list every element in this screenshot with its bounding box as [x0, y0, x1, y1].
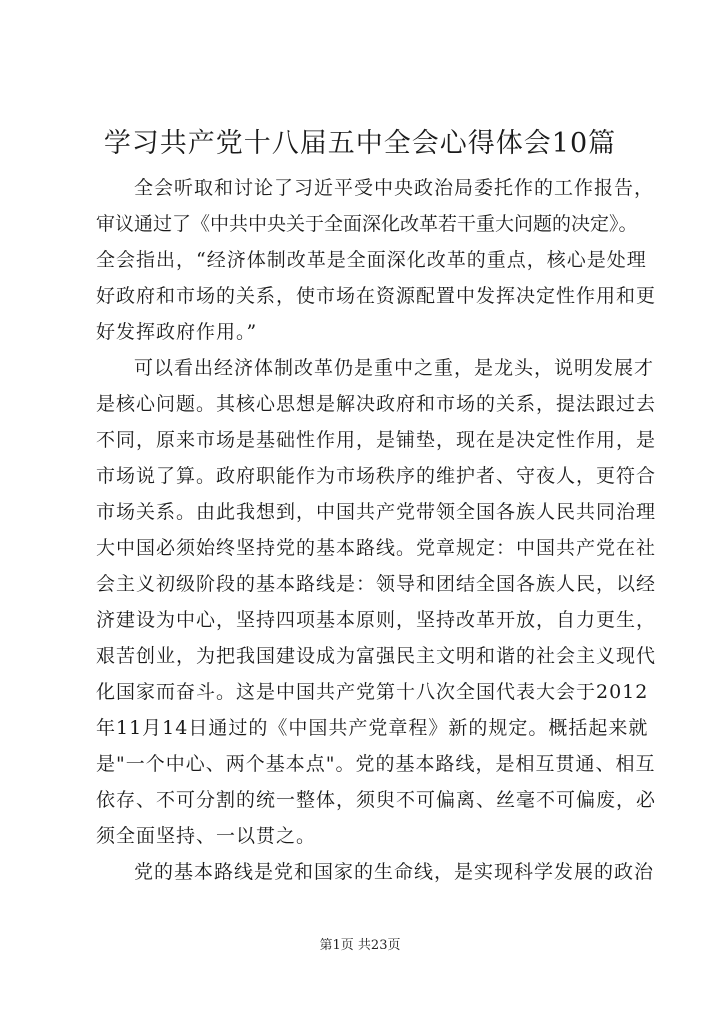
document-body [96, 170, 657, 890]
document-title: 学习共产党十八届五中全会心得体会10篇 [103, 128, 617, 159]
text-line: 是核心问题。其核心思想是解决政府和市场的关系，提法跟过去 [96, 393, 657, 415]
text-line: 依存、不可分割的统一整体，须臾不可偏离、丝毫不可偏废，必 [96, 789, 657, 811]
text-line: 全会指出，“经济体制改革是全面深化改革的重点，核心是处理 [96, 249, 647, 271]
text-line: 可以看出经济体制改革仍是重中之重，是龙头，说明发展才 [134, 357, 655, 379]
text-line: 是"一个中心、两个基本点"。党的基本路线，是相互贯通、相互 [96, 753, 656, 775]
text-line: 会主义初级阶段的基本路线是：领导和团结全国各族人民，以经 [96, 573, 657, 595]
text-line: 全会听取和讨论了习近平受中央政治局委托作的工作报告， [134, 177, 655, 199]
text-line: 市场说了算。政府职能作为市场秩序的维护者、守夜人，更符合 [96, 465, 657, 487]
text-line: 艰苦创业，为把我国建设成为富强民主文明和谐的社会主义现代 [96, 645, 657, 667]
text-line: 大中国必须始终坚持党的基本路线。党章规定：中国共产党在社 [96, 537, 657, 559]
text-line: 市场关系。由此我想到，中国共产党带领全国各族人民共同治理 [96, 501, 657, 523]
text-line: 济建设为中心，坚持四项基本原则，坚持改革开放，自力更生， [96, 609, 657, 631]
text-line: 好发挥政府作用。” [96, 321, 258, 343]
text-line: 审议通过了《中共中央关于全面深化改革若干重大问题的决定》。 [96, 213, 638, 235]
text-line: 党的基本路线是党和国家的生命线，是实现科学发展的政治 [134, 861, 655, 883]
text-line: 好政府和市场的关系，使市场在资源配置中发挥决定性作用和更 [96, 285, 657, 307]
paragraph-1 [96, 170, 657, 350]
text-line: 年11月14日通过的《中国共产党章程》新的规定。概括起来就 [96, 717, 649, 739]
text-line: 化国家而奋斗。这是中国共产党第十八次全国代表大会于2012 [96, 681, 649, 703]
paragraph-2 [96, 350, 657, 854]
page-footer: 第1页 共23页 [319, 938, 401, 953]
text-line: 不同，原来市场是基础性作用，是铺垫，现在是决定性作用，是 [96, 429, 657, 451]
text-line: 须全面坚持、一以贯之。 [96, 825, 317, 847]
paragraph-3 [96, 854, 655, 890]
